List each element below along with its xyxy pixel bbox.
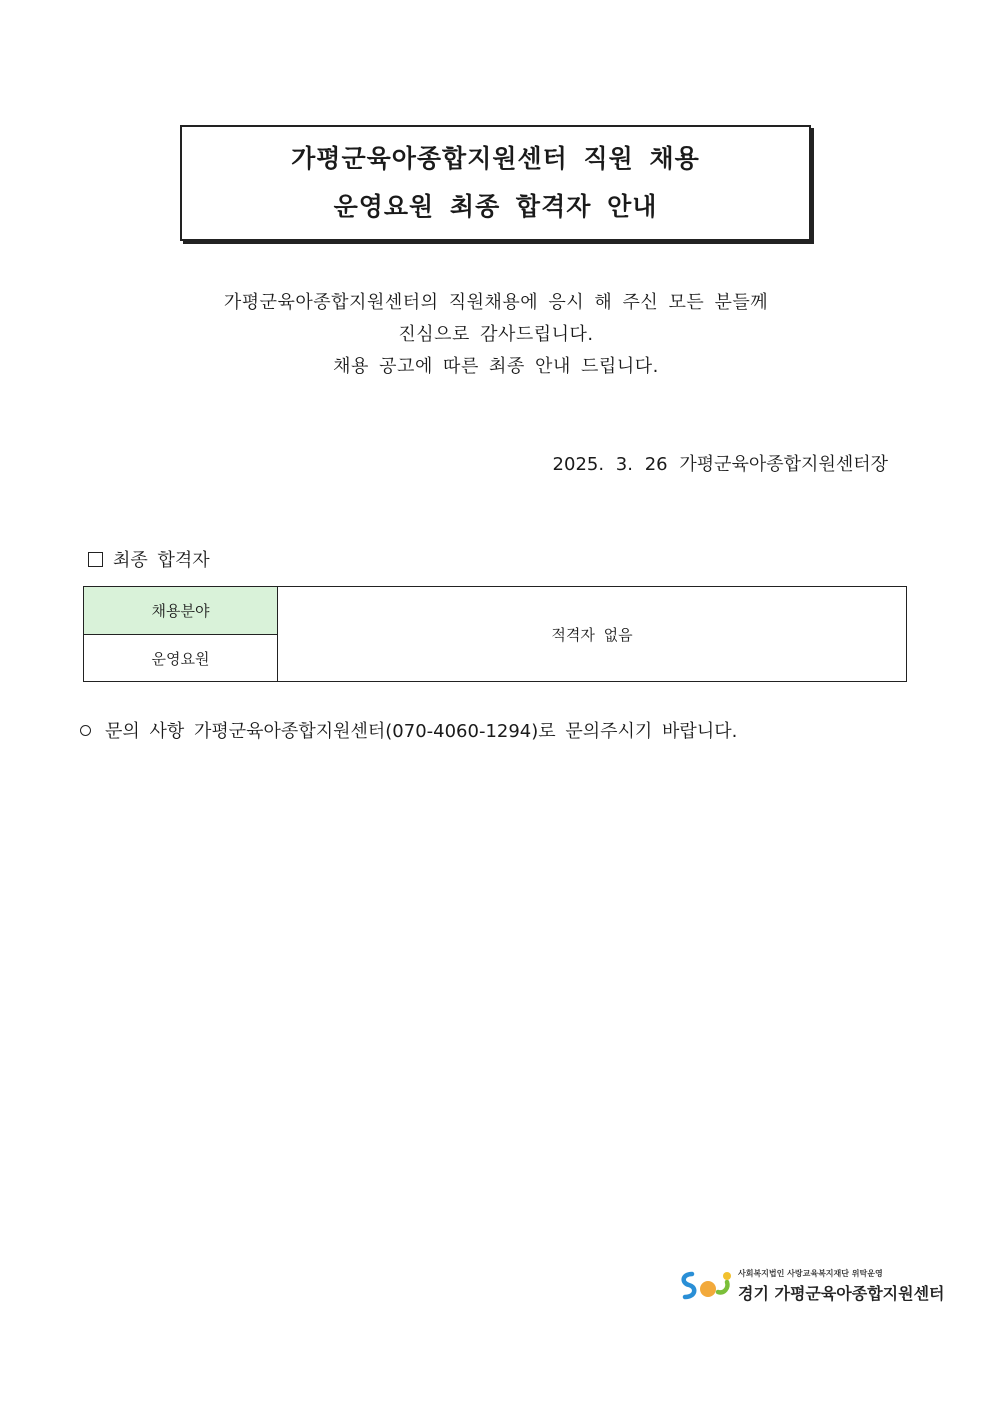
issue-date: 2025. 3. 26 xyxy=(552,454,668,475)
intro-line-3: 채용 공고에 따른 최종 안내 드립니다. xyxy=(333,356,659,377)
organization-logo xyxy=(678,1266,943,1306)
intro-line-1: 가평군육아종합지원센터의 직원채용에 응시 해 주신 모든 분들께 xyxy=(223,292,769,313)
title-box xyxy=(180,125,811,241)
title-line-2: 운영요원 최종 합격자 안내 xyxy=(333,192,658,221)
table-result-cell: 적격자 없음 xyxy=(551,625,633,644)
intro-line-2: 진심으로 감사드립니다. xyxy=(398,324,594,345)
contact-line xyxy=(80,717,737,743)
section-heading xyxy=(88,546,210,572)
result-table xyxy=(83,586,907,682)
logo-name: 경기 가평군육아종합지원센터 xyxy=(738,1284,945,1303)
logo-subtitle: 사회복지법인 사랑교육복지재단 위탁운영 xyxy=(738,1269,883,1278)
issuer-name: 가평군육아종합지원센터장 xyxy=(679,454,888,475)
circle-bullet-icon xyxy=(80,725,91,736)
section-heading-text: 최종 합격자 xyxy=(113,550,210,571)
logo-mark-icon xyxy=(678,1268,734,1304)
table-field-cell: 운영요원 xyxy=(151,649,210,668)
contact-text: 문의 사항 가평군육아종합지원센터(070-4060-1294)로 문의주시기 바랍니다. xyxy=(105,721,738,742)
table-header-cell: 채용분야 xyxy=(84,587,277,635)
title-line-1: 가평군육아종합지원센터 직원 채용 xyxy=(291,144,700,173)
checkbox-icon xyxy=(88,552,103,567)
signature-line xyxy=(0,450,888,476)
table-left-column xyxy=(84,587,278,681)
intro-paragraph xyxy=(0,287,992,383)
